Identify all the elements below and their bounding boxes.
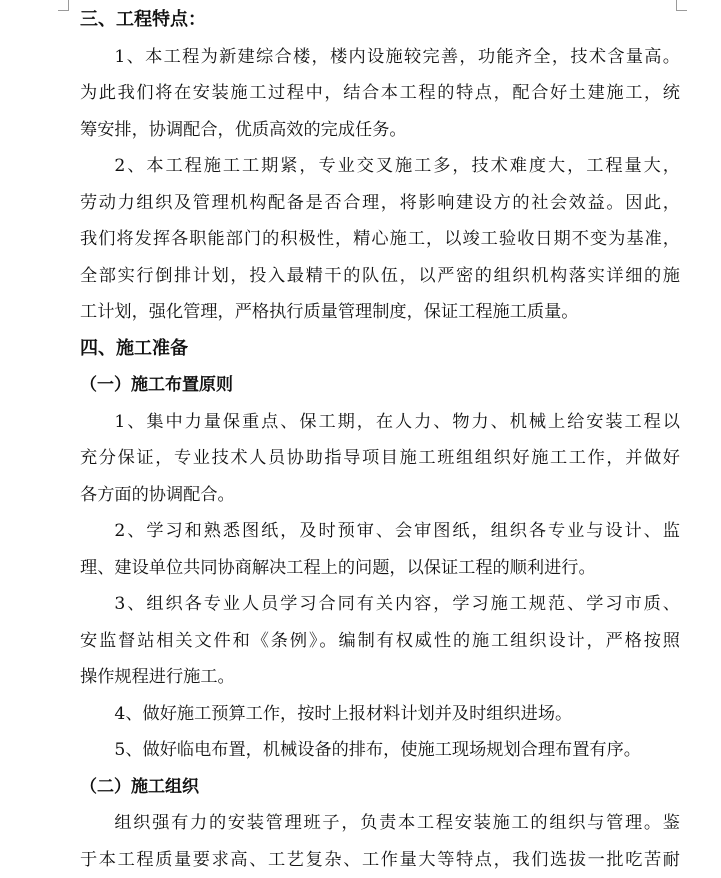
- paragraph: [80, 513, 680, 586]
- paragraph-line: 3、组织各专业人员学习合同有关内容，学习施工规范、学习市质、: [80, 586, 680, 623]
- subsection-heading-construction-organization: （二）施工组织: [80, 769, 680, 806]
- paragraph-line: 4、做好施工预算工作，按时上报材料计划并及时组织进场。: [80, 696, 680, 733]
- paragraph-line: 安监督站相关文件和《条例》。编制有权威性的施工组织设计，严格按照: [80, 623, 680, 660]
- paragraph-line: 2、本工程施工工期紧，专业交叉施工多，技术难度大，工程量大，: [80, 148, 680, 185]
- paragraph-line: 各方面的协调配合。: [80, 477, 680, 514]
- paragraph: [80, 404, 680, 514]
- paragraph-line: 为此我们将在安装施工过程中，结合本工程的特点，配合好土建施工，统: [80, 75, 680, 112]
- page-corner-mark-left: [58, 0, 69, 11]
- paragraph: [80, 732, 680, 769]
- paragraph: [80, 39, 680, 149]
- paragraph-line: 1、集中力量保重点、保工期，在人力、物力、机械上给安装工程以: [80, 404, 680, 441]
- paragraph: [80, 805, 680, 878]
- paragraph-line: 操作规程进行施工。: [80, 659, 680, 696]
- section-heading-engineering-features: 三、工程特点：: [80, 2, 680, 39]
- paragraph-line: 全部实行倒排计划，投入最精干的队伍，以严密的组织机构落实详细的施: [80, 258, 680, 295]
- paragraph-line: 充分保证，专业技术人员协助指导项目施工班组组织好施工工作，并做好: [80, 440, 680, 477]
- paragraph-line: 劳动力组织及管理机构配备是否合理，将影响建设方的社会效益。因此，: [80, 185, 680, 222]
- paragraph-line: 于本工程质量要求高、工艺复杂、工作量大等特点，我们选拔一批吃苦耐: [80, 842, 680, 878]
- paragraph-line: 2、学习和熟悉图纸，及时预审、会审图纸，组织各专业与设计、监: [80, 513, 680, 550]
- paragraph-line: 我们将发挥各职能部门的积极性，精心施工，以竣工验收日期不变为基准，: [80, 221, 680, 258]
- paragraph: [80, 148, 680, 331]
- section-heading-construction-preparation: 四、施工准备: [80, 331, 680, 368]
- paragraph-line: 组织强有力的安装管理班子，负责本工程安装施工的组织与管理。鉴: [80, 805, 680, 842]
- document-body: [80, 2, 680, 878]
- paragraph-line: 理、建设单位共同协商解决工程上的问题，以保证工程的顺利进行。: [80, 550, 680, 587]
- paragraph-line: 5、做好临电布置，机械设备的排布，使施工现场规划合理布置有序。: [80, 732, 680, 769]
- paragraph-line: 筹安排，协调配合，优质高效的完成任务。: [80, 112, 680, 149]
- paragraph: [80, 696, 680, 733]
- paragraph-line: 工计划，强化管理，严格执行质量管理制度，保证工程施工质量。: [80, 294, 680, 331]
- paragraph: [80, 586, 680, 696]
- paragraph-line: 1、本工程为新建综合楼，楼内设施较完善，功能齐全，技术含量高。: [80, 39, 680, 76]
- subsection-heading-layout-principles: （一）施工布置原则: [80, 367, 680, 404]
